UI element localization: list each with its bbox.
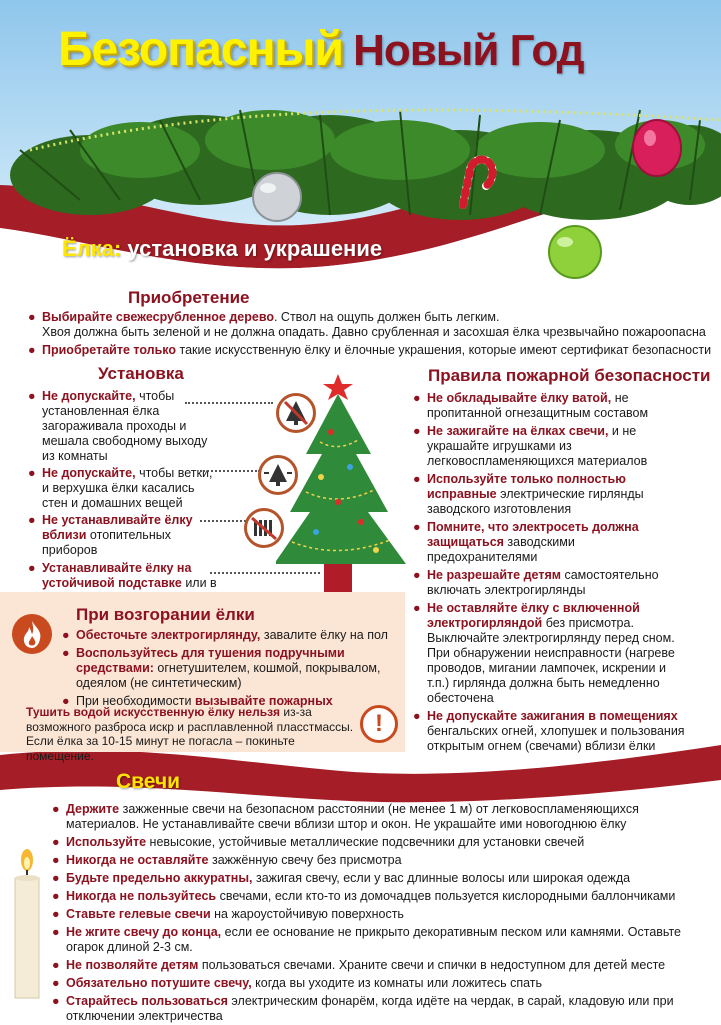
candle-rule: ● Ставьте гелевые свечи на жароустойчивую поверхность (52, 907, 404, 921)
fire-rule6-bold: Не оставляйте ёлку с включенной электрогирляндой (427, 601, 640, 630)
purchase-item: ● Выбирайте свежесрубленное дерево. Ствол на ощупь должен быть легким. Хвоя должна быть зеленой и не должна опадать. Давно срубленная и засохшая ёлка чрезвычайно пожароопасна (28, 310, 706, 339)
install-item4-bold: Устанавливайте ёлку на устойчивой подставке (42, 561, 192, 590)
title-part-2: Новый Год (353, 26, 584, 75)
ignition-item: ● Обесточьте электрогирлянду, завалите ёлку на пол (62, 628, 388, 642)
install-item1-bold: Не допускайте, (42, 389, 136, 403)
install-item4-rest: или в (185, 576, 217, 590)
fire-rule5-bold: Не разрешайте детям (427, 568, 561, 582)
candle-illustration (8, 848, 46, 1003)
fire-rule6-rest: без присмотра. Выключайте электрогирлянду перед сном. При обнаружении неисправности (нагреве проводов, мигании лампочек, искрении и т.п.) гирлянда должна быть немедленно обесточена (427, 616, 675, 705)
fire-rule1-rest: не пропитанной огнезащитным составом (427, 391, 649, 420)
candle-rule: ● Будьте предельно аккуратны, зажигая свечу, если у вас длинные волосы или широкая одежда (52, 871, 631, 885)
install-item1-rest: чтобы установленная ёлка загораживала проходы и мешала свободному выходу из комнаты (42, 389, 208, 463)
fire-rule5-rest: самостоятельно включать электрогирлянды (427, 568, 659, 597)
candle-rule: ● Обязательно потушите свечу, когда вы уходите из комнаты или ложитесь спать (52, 976, 543, 990)
ignition-list (62, 628, 402, 712)
fire-rule3-bold: Используйте только полностью исправные (427, 472, 626, 501)
purchase-heading: Приобретение (128, 288, 250, 307)
fire-rule3-rest: электрические гирлянды заводского изготовления (427, 487, 644, 516)
candle-rule: ● Держите зажженные свечи на безопасном расстоянии (не менее 1 м) от легковоспламеняющихся материалов. Не устанавливайте свечи вблизи штор и окон. Не украшайте ими новогоднюю ёлку (52, 802, 639, 831)
candle-rule-bold: Никогда не пользуйтесь (66, 889, 217, 903)
candle-rule-rest: невысокие, устойчивые металлические подсвечники для установки свечей (146, 835, 585, 849)
poster-title (58, 22, 584, 77)
fire-rules-list (413, 391, 685, 757)
install-item: ● Устанавливайте ёлку на устойчивой подставке или в (28, 561, 218, 606)
leader-line (200, 520, 246, 522)
candle-rule: ● Никогда не пользуйтесь свечами, если кто-то из домочадцев пользуется кислородными баллончиками (52, 889, 676, 903)
purchase-item: ● Приобретайте только такие искусственную ёлку и ёлочные украшения, которые имеют сертификат безопасности (28, 343, 712, 357)
candle-rule-bold: Не жгите свечу до конца, (66, 925, 222, 939)
candle-rule-bold: Будьте предельно аккуратны, (66, 871, 253, 885)
fire-rule2-bold: Не зажигайте на ёлках свечи, (427, 424, 609, 438)
purchase-item1-line2: Хвоя должна быть зеленой и не должна опадать. Давно срубленная и засохшая ёлка чрезвычайно пожароопасна (42, 325, 706, 339)
candle-rule-rest: зажженные свечи на безопасном расстоянии (не менее 1 м) от легковоспламеняющихся материалов. Не устанавливайте свечи вблизи штор и окон. Не украшайте ими новогоднюю ёлку (66, 802, 639, 831)
ignition-item2-rest: огнетушителем, кошмой, покрывалом, одеялом (не синтетическим) (76, 661, 381, 690)
candle-rule-bold: Обязательно потушите свечу, (66, 976, 252, 990)
install-item3-bold: Не устанавливайте ёлку вблизи (42, 513, 193, 542)
candle-rule-rest: зажжённую свечу без присмотра (208, 853, 402, 867)
candle-rule-rest: зажигая свечу, если у вас длинные волосы или широкая одежда (252, 871, 631, 885)
purchase-item2-bold: Приобретайте только (42, 343, 177, 357)
fire-rule: ● Не зажигайте на ёлках свечи, и не украшайте игрушками из легковоспламеняющихся материалов (413, 424, 648, 468)
warning-bold: Тушить водой искусственную ёлку нельзя (26, 705, 281, 719)
candle-rule: ● Старайтесь пользоваться электрическим фонарём, когда идёте на чердак, в сарай, кладовую или при отключении электричества (52, 994, 674, 1023)
candle-rule-bold: Используйте (66, 835, 147, 849)
fire-rules-heading: Правила пожарной безопасности (428, 366, 711, 385)
ignition-item: ● Воспользуйтесь для тушения подручными средствами: огнетушителем, кошмой, покрывалом, одеялом (не синтетическим) (62, 646, 381, 690)
fire-rule7-rest: бенгальских огней, хлопушек и пользования открытым огнем (свечами) вблизи ёлки (427, 724, 685, 753)
install-item: ● Не устанавливайте ёлку вблизи отопительных приборов (28, 513, 193, 557)
tree-section-rest: установка и украшение (127, 236, 383, 261)
fire-rule: ● Помните, что электросеть должна защищаться заводскими предохранителями (413, 520, 639, 564)
candle-rule-bold: Старайтесь пользоваться (66, 994, 228, 1008)
tree-section-accent: Ёлка: (62, 236, 122, 261)
christmas-tree-illustration (276, 372, 411, 594)
candle-rule-bold: Держите (66, 802, 120, 816)
candle-rule-rest: свечами, если кто-то из домочадцев пользуется кислородными баллончиками (216, 889, 676, 903)
ignition-item2-bold: Воспользуйтесь для тушения подручными средствами: (76, 646, 345, 675)
fire-rule: ● Не оставляйте ёлку с включенной электрогирляндой без присмотра. Выключайте электрогирлянду перед сном. При обнаружении неисправности (нагреве проводов, мигании лампочек, искрении и т.п.) гирлянда должна быть немедленно обесточена (413, 601, 675, 705)
fire-rule: ● Не разрешайте детям самостоятельно включать электрогирлянды (413, 568, 659, 597)
install-item2-bold: Не допускайте, (42, 466, 136, 480)
candle-rule: ● Не жгите свечу до конца, если ее основание не прикрыто декоративным песком или камнями. Оставьте огарок длиной 2-3 см. (52, 925, 681, 954)
warning-line2: Если ёлка за 10-15 минут не погасла – покиньте помещение. (26, 734, 295, 763)
ignition-item3-pre: При необходимости (76, 694, 195, 708)
warning-icon: ! (360, 705, 398, 743)
fire-rule2-rest: и не украшайте игрушками из легковоспламеняющихся материалов (427, 424, 648, 468)
candle-rule: ● Не позволяйте детям пользоваться свечами. Храните свечи и спички в недоступном для детей месте (52, 958, 666, 972)
purchase-list (28, 310, 716, 361)
fire-rule1-bold: Не обкладывайте ёлку ватой, (427, 391, 612, 405)
leader-line (200, 470, 260, 472)
ignition-item3-bold: вызывайте пожарных (194, 694, 333, 708)
ignition-item1-rest: завалите ёлку на пол (260, 628, 388, 642)
ignition-item1-bold: Обесточьте электрогирлянду, (76, 628, 261, 642)
install-item2-rest: чтобы ветки, и верхушка ёлки касались стен и домашних вещей (42, 466, 213, 510)
fire-rule7-bold: Не допускайте зажигания в помещениях (427, 709, 678, 723)
purchase-item2-rest: такие искусственную ёлку и ёлочные украшения, которые имеют сертификат безопасности (176, 343, 712, 357)
install-item: ● Не допускайте, чтобы ветки, и верхушка ёлки касались стен и домашних вещей (28, 466, 213, 510)
purchase-item1-bold: Выбирайте свежесрубленное дерево (42, 310, 274, 324)
candle-rule-bold: Не позволяйте детям (66, 958, 199, 972)
purchase-item1-rest: . Ствол на ощупь должен быть легким. (273, 310, 500, 324)
ignition-item: ● При необходимости вызывайте пожарных (62, 694, 333, 708)
fire-rule: ● Используйте только полностью исправные электрические гирлянды заводского изготовления (413, 472, 644, 516)
title-part-1: Безопасный (58, 23, 344, 76)
fire-rule4-bold: Помните, что электросеть должна защищаться (427, 520, 639, 549)
leader-line (185, 402, 273, 404)
install-item3-rest: отопительных приборов (42, 528, 171, 557)
warning-rest: из-за возможного разброса искр и расплавленной пласстмассы. (26, 705, 354, 734)
candle-rule-rest: пользоваться свечами. Храните свечи и спички в недоступном для детей месте (198, 958, 666, 972)
candle-rule: ● Используйте невысокие, устойчивые металлические подсвечники для установки свечей (52, 835, 585, 849)
fire-rule: ● Не обкладывайте ёлку ватой, не пропитанной огнезащитным составом (413, 391, 649, 420)
candle-rule-rest: когда вы уходите из комнаты или ложитесь спать (251, 976, 543, 990)
install-item: ● Не допускайте, чтобы установленная ёлка загораживала проходы и мешала свободному выходу из комнаты (28, 389, 208, 463)
fire-rule: ● Не допускайте зажигания в помещениях бенгальских огней, хлопушек и пользования открытым огнем (свечами) вблизи ёлки (413, 709, 685, 753)
candle-rule-rest: если ее основание не прикрыто декоративным песком или камнями. Оставьте огарок длиной 2-3 см. (66, 925, 681, 954)
ignition-heading: При возгорании ёлки (76, 605, 255, 624)
candle-rule-rest: на жароустойчивую поверхность (210, 907, 404, 921)
candle-rule-bold: Никогда не оставляйте (66, 853, 209, 867)
candles-heading: Свечи (116, 770, 181, 793)
ignition-warning (26, 705, 356, 763)
candle-rule: ● Никогда не оставляйте зажжённую свечу без присмотра (52, 853, 402, 867)
candle-rule-rest: электрическим фонарём, когда идёте на чердак, в сарай, кладовую или при отключении электричества (66, 994, 674, 1023)
candle-rule-bold: Ставьте гелевые свечи (66, 907, 211, 921)
install-list (28, 389, 218, 609)
fire-rule4-rest: заводскими предохранителями (427, 535, 575, 564)
fire-icon (12, 614, 52, 654)
candles-list (52, 802, 712, 1025)
tree-section-title (62, 236, 382, 262)
install-heading: Установка (98, 364, 184, 383)
